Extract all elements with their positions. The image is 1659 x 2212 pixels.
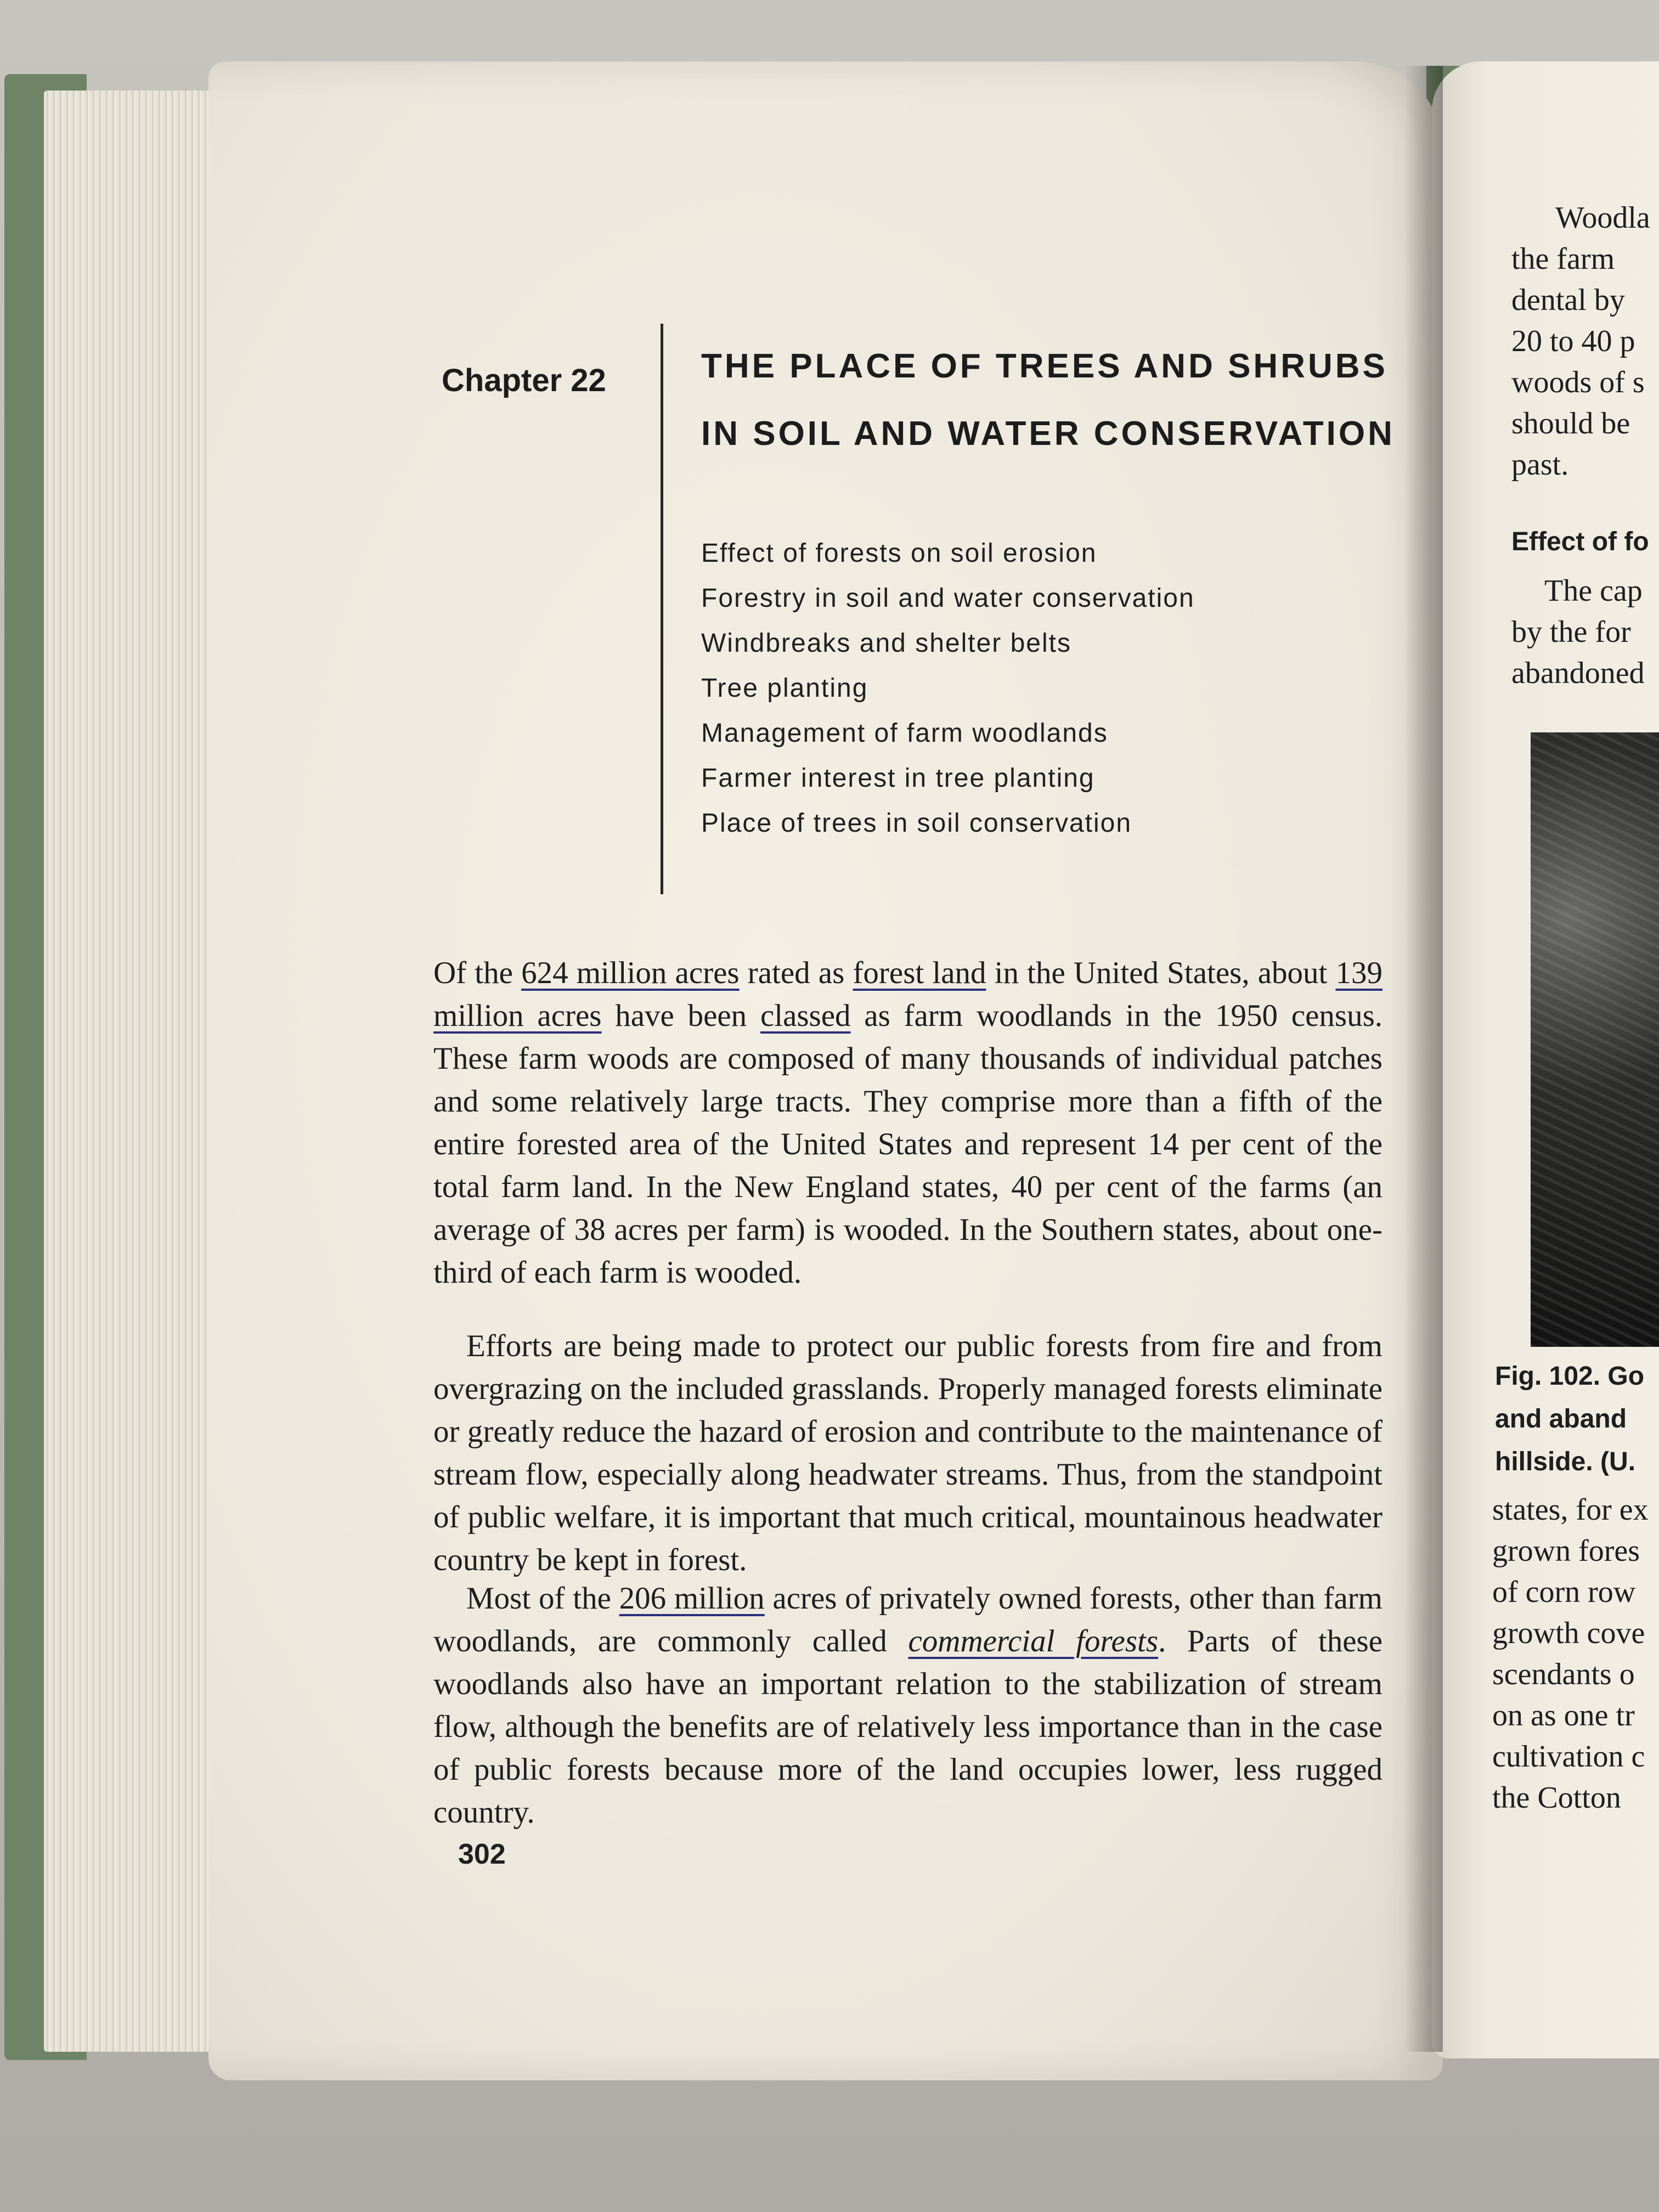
text-run: Most of the (466, 1581, 619, 1616)
text-line: abandoned (1511, 656, 1645, 690)
text-line: the Cotton (1492, 1781, 1621, 1815)
right-page-text-mid (1511, 571, 1659, 694)
contents-item: Forestry in soil and water conservation (701, 584, 1195, 613)
right-page-text-top (1511, 198, 1659, 486)
text-line: growth cove (1492, 1616, 1645, 1650)
paragraph-3 (433, 1577, 1383, 1834)
text-line: Woodla (1555, 201, 1650, 235)
figure-caption (1495, 1355, 1659, 1483)
text-line: cultivation c (1492, 1740, 1645, 1774)
contents-item: Place of trees in soil conservation (701, 809, 1132, 838)
text-run: Of the (433, 956, 522, 990)
chapter-divider (661, 324, 663, 894)
underlined-text: 206 million (619, 1581, 765, 1616)
contents-item: Management of farm woodlands (701, 719, 1108, 748)
chapter-title-line-2: IN SOIL AND WATER CONSERVATION (701, 415, 1395, 453)
text-line: should be (1511, 407, 1630, 441)
text-run: acres of privately owned forests, other than farm woodlands, are commonly called (433, 1581, 1383, 1658)
paragraph-2: Efforts are being made to protect our public forests from fire and from overgrazing on the included grasslands. Properly managed forests eliminate or greatly reduce the hazard of erosion and contribute to the maintenance of stream flow, especially along headwater streams. Thus, from the standpoint of public welfare, it is important that much critical, mountainous headwater country be kept in forest. (433, 1329, 1383, 1577)
underlined-text: 139 million acres (433, 956, 1383, 1033)
text-line: states, for ex (1492, 1493, 1649, 1527)
caption-line: Fig. 102. Go (1495, 1362, 1645, 1391)
text-line: of corn row (1492, 1575, 1636, 1609)
chapter-title-line-1: THE PLACE OF TREES AND SHRUBS (701, 347, 1388, 385)
underlined-text: classed (760, 998, 851, 1033)
text-line: grown fores (1492, 1534, 1640, 1568)
text-run: have been (601, 998, 760, 1033)
contents-item: Windbreaks and shelter belts (701, 629, 1071, 658)
right-page-text-bottom (1492, 1489, 1659, 1819)
text-line: the farm (1511, 242, 1615, 276)
contents-item: Farmer interest in tree planting (701, 764, 1095, 793)
text-run: rated as (739, 956, 853, 990)
caption-line: hillside. (U. (1495, 1447, 1636, 1476)
caption-line: and aband (1495, 1404, 1627, 1434)
contents-item: Effect of forests on soil erosion (701, 539, 1097, 568)
text-line: woods of s (1511, 365, 1645, 399)
text-run: . Parts of these woodlands also have an important relation to the stabilization of stream flow, although the benefits are of relatively less importance than in the case of public forests because more of the land occupies lower, less rugged country. (433, 1624, 1383, 1830)
page-number: 302 (458, 1838, 506, 1870)
contents-item: Tree planting (701, 674, 868, 703)
figure-photo (1531, 732, 1659, 1347)
book-gutter (1404, 66, 1443, 2052)
text-line: 20 to 40 p (1511, 324, 1635, 358)
text-line: dental by (1511, 283, 1625, 317)
text-line: scendants o (1492, 1657, 1635, 1691)
text-run: as farm woodlands in the 1950 census. These farm woods are composed of many thousands of individual patches and some relatively large tracts. They comprise more than a fifth of the entire forested area of the United States and represent 14 per cent of the total farm land. In the New England states, 40 per cent of the farms (an average of 38 acres per farm) is wooded. In the Southern states, about one-third of each farm is wooded. (433, 998, 1383, 1290)
right-page-heading: Effect of fo (1511, 527, 1649, 556)
paragraph-1 (433, 952, 1383, 1294)
underlined-text: commercial forests (908, 1624, 1159, 1658)
underlined-text: forest land (853, 956, 986, 990)
page-edges (44, 91, 225, 2052)
text-run: in the United States, about (986, 956, 1336, 990)
text-line: on as one tr (1492, 1699, 1635, 1733)
chapter-contents (701, 531, 1195, 846)
text-line: by the for (1511, 615, 1631, 649)
chapter-label: Chapter 22 (442, 363, 606, 398)
underlined-text: 624 million acres (521, 956, 740, 990)
text-line: The cap (1544, 574, 1643, 608)
text-line: past. (1511, 448, 1569, 482)
